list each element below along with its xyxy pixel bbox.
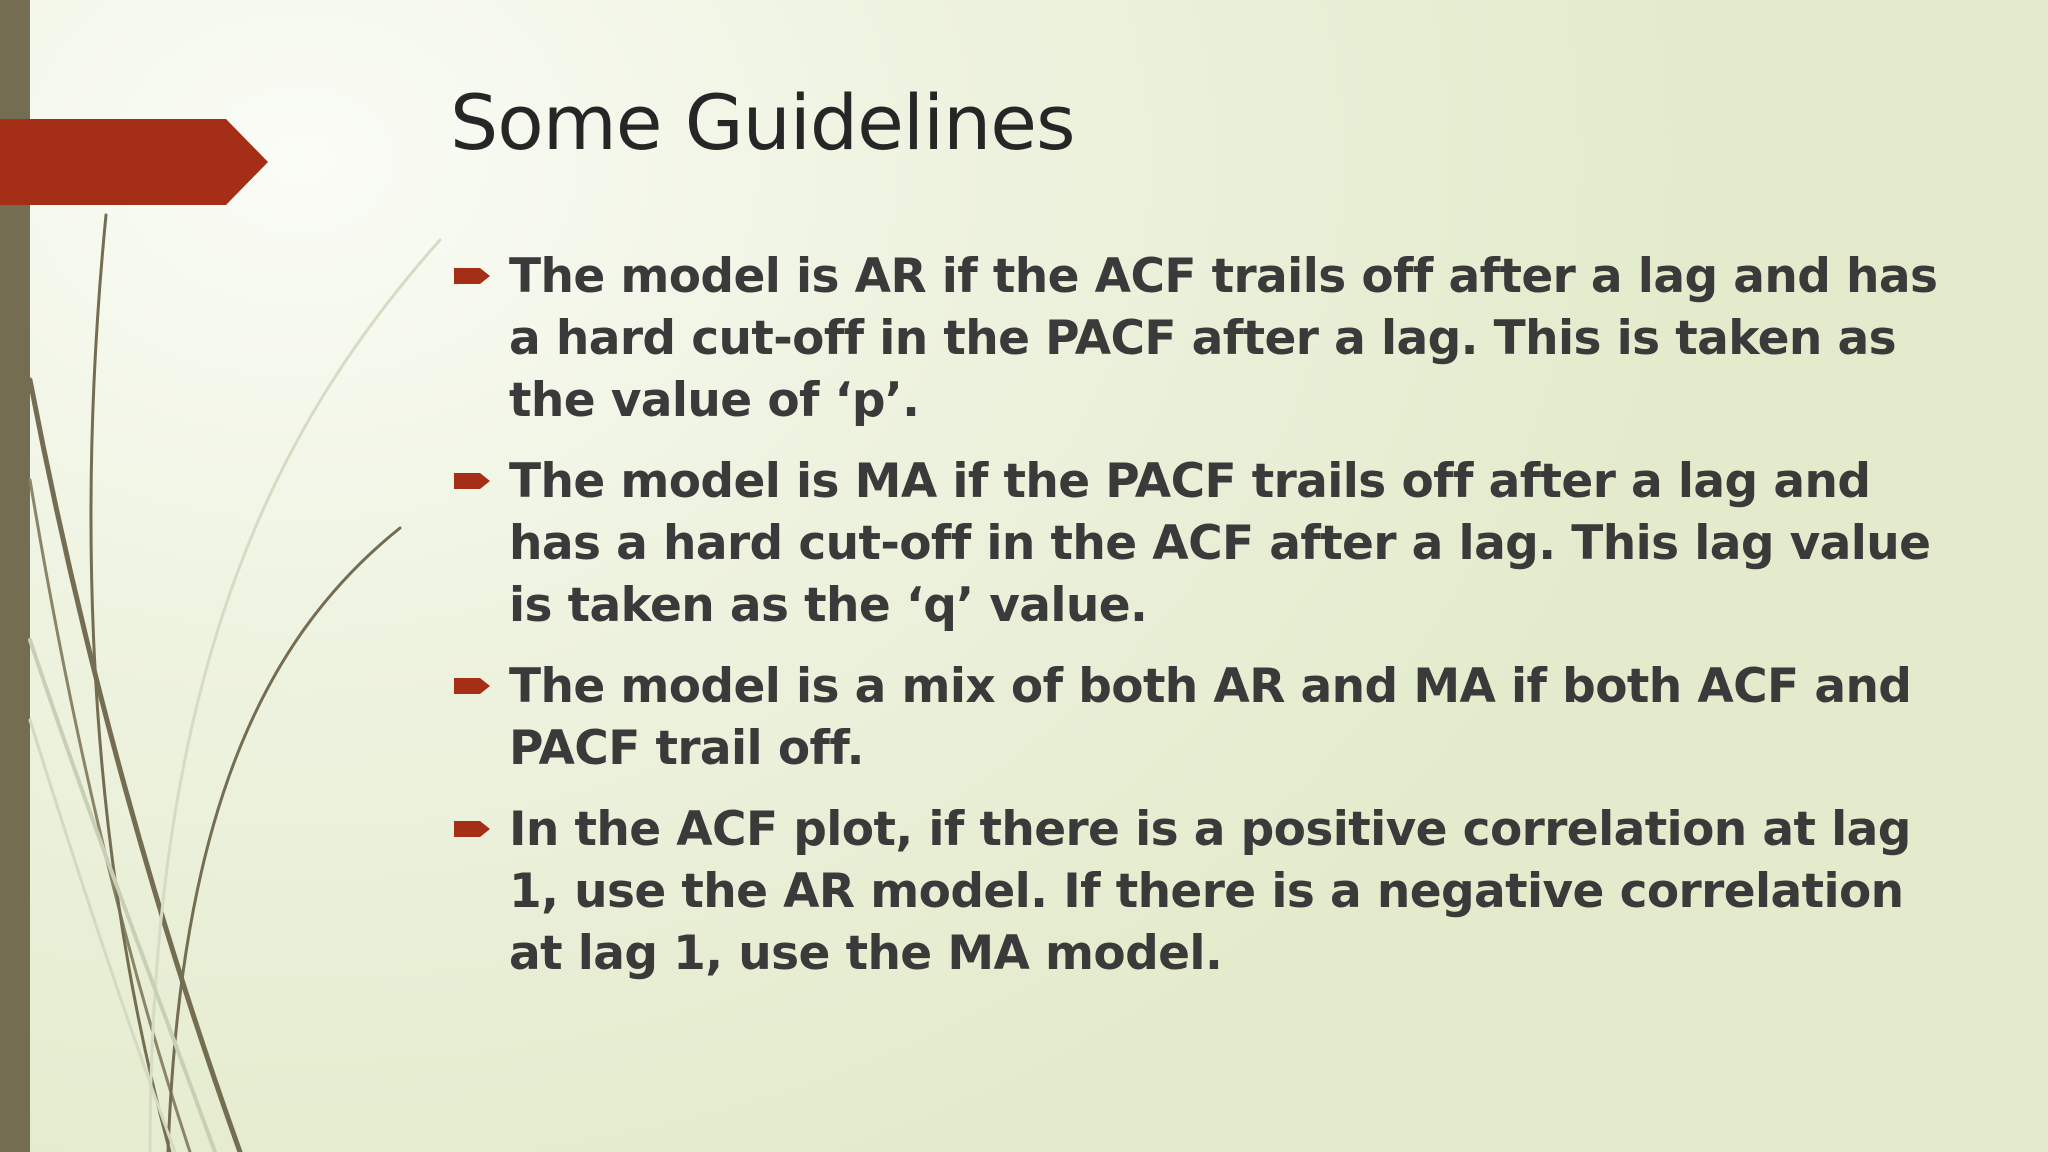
bullet-text: The model is AR if the ACF trails off after a lag and has a hard cut-off in the PACF after a lag. This is taken as the value of ‘p’. xyxy=(509,249,1938,428)
bullet-arrow-icon xyxy=(454,469,492,493)
bullet-item xyxy=(454,246,1954,432)
bullet-arrow-icon xyxy=(454,674,492,698)
bullet-text: The model is a mix of both AR and MA if both ACF and PACF trail off. xyxy=(509,659,1912,776)
title-arrow-shape xyxy=(0,119,268,205)
curve-line xyxy=(30,480,190,1152)
bullet-list xyxy=(454,246,1954,1004)
bullet-item xyxy=(454,799,1954,985)
bullet-text: In the ACF plot, if there is a positive correlation at lag 1, use the AR model. If there is a negative correlation at lag 1, use the MA model. xyxy=(509,802,1911,981)
curve-line xyxy=(30,640,215,1152)
bullet-arrow-icon xyxy=(454,264,492,288)
bullet-arrow-icon xyxy=(454,817,492,841)
bullet-item xyxy=(454,451,1954,637)
bullet-item xyxy=(454,656,1954,780)
curve-line xyxy=(168,528,400,1152)
bullet-text: The model is MA if the PACF trails off after a lag and has a hard cut-off in the ACF after a lag. This lag value is taken as the ‘q’ value. xyxy=(509,454,1931,633)
page-title: Some Guidelines xyxy=(450,78,1075,167)
curve-line xyxy=(91,215,170,1152)
